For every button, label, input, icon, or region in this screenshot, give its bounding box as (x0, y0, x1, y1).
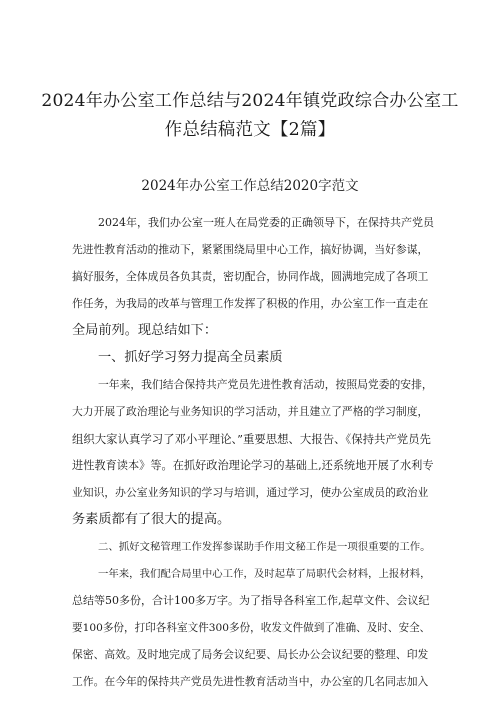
paragraph-line: 大力开展了政治理论与业务知识的学习活动，并且建立了严格的学习制度， (72, 405, 429, 418)
paragraph-line: 业知识，办公室业务知识的学习与培训，通过学习，使办公室成员的政治业 (72, 486, 429, 499)
paragraph-line: 先进性教育活动的推动下，紧紧围绕局里中心工作，搞好协调，当好参谋， (72, 243, 429, 256)
paragraph-line: 一年来，我们结合保持共产党员先进性教育活动，按照局党委的安排， (98, 378, 433, 391)
paragraph-line: 务素质都有了很大的提高。 (72, 512, 231, 527)
paragraph-line: 组织大家认真学习了邓小平理论、”重要思想、大报告、《保持共产党员先 (72, 432, 431, 446)
paragraph-line: 2024年，我们办公室一班人在局党委的正确领导下，在保持共产党员 (98, 216, 434, 229)
paragraph-line: 搞好服务，全体成员各负其责，密切配合，协同作战，圆满地完成了各项工 (72, 270, 429, 283)
paragraph-line: 要100多份，打印各科室文件300多份，收发文件做到了准确、及时、安全、 (72, 622, 431, 634)
paragraph-line: 作任务，为我局的改革与管理工作发挥了积极的作用，办公室工作一直走在 (72, 297, 429, 310)
paragraph-line: 进性教育读本》等。在抓好政治理论学习的基础上,还系统地开展了水利专 (72, 459, 434, 472)
paragraph-line: 全局前列。现总结如下： (72, 323, 218, 338)
paragraph-line: 总结等50多份，合计100多万字。为了指导各科室工作,起草文件、会议纪 (72, 594, 430, 607)
section-subtitle: 2024年办公室工作总结2020字范文 (141, 178, 359, 194)
section-heading: 一、抓好学习努力提高全员素质 (98, 350, 283, 365)
paragraph-line: 一年来，我们配合局里中心工作，及时起草了局职代会材料，上报材料， (98, 568, 431, 580)
section-heading: 二、抓好文秘管理工作发挥参谋助手作用文秘工作是一项很重要的工作。 (98, 541, 431, 553)
document-title-line-1: 2024年办公室工作总结与2024年镇党政综合办公室工 (41, 91, 459, 111)
paragraph-line: 工作。在今年的保持共产党员先进性教育活动当中，办公室的几名同志加入 (72, 675, 429, 688)
document-title-line-2: 作总结稿范文【2篇】 (164, 120, 336, 140)
paragraph-line: 保密、高效。及时地完成了局务会议纪要、局长办公会议纪要的整理、印发 (72, 648, 429, 661)
